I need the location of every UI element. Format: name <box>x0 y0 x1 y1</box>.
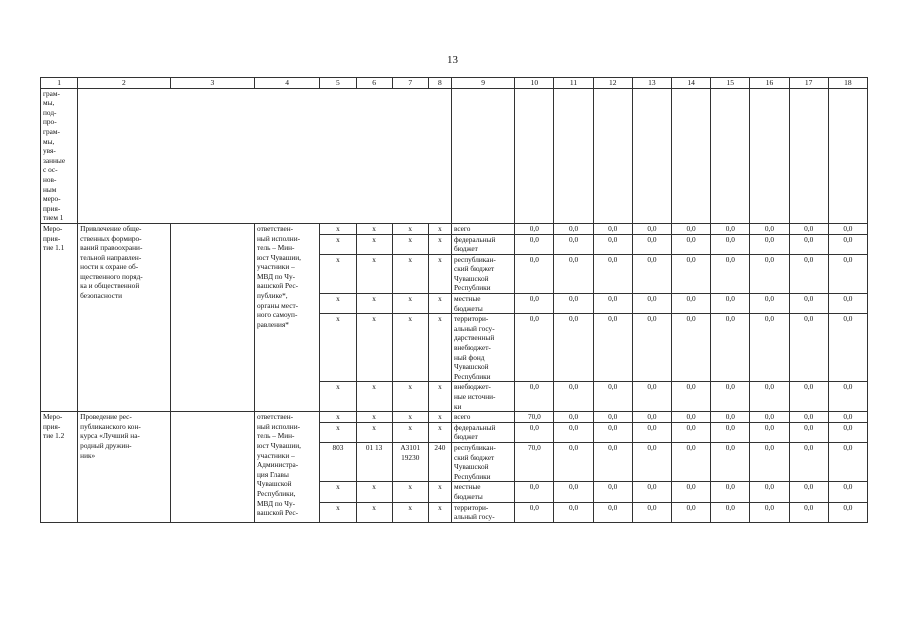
code-grbs: x <box>320 294 356 314</box>
year-value: 0,0 <box>828 422 867 442</box>
year-value: 0,0 <box>789 314 828 382</box>
year-value: 0,0 <box>828 223 867 234</box>
column-number-10: 10 <box>515 78 554 89</box>
column-number-18: 18 <box>828 78 867 89</box>
code-expense-type: x <box>428 234 451 254</box>
measure-description: Проведение рес- публиканского кон- курса «Лучший на- родный дружин- ник» <box>78 412 170 523</box>
year-value: 0,0 <box>515 502 554 522</box>
funding-source: всего <box>451 223 514 234</box>
year-value: 0,0 <box>711 254 750 293</box>
column-number-11: 11 <box>554 78 593 89</box>
column-number-7: 7 <box>392 78 428 89</box>
code-target: x <box>392 482 428 502</box>
year-value: 0,0 <box>554 294 593 314</box>
year-value: 0,0 <box>632 223 671 234</box>
year-value: 0,0 <box>672 234 711 254</box>
column-number-16: 16 <box>750 78 789 89</box>
year-value: 0,0 <box>711 482 750 502</box>
year-value: 0,0 <box>711 442 750 481</box>
funding-source: внебюджет- ные источни- ки <box>451 382 514 412</box>
column-number-2: 2 <box>78 78 170 89</box>
year-value: 0,0 <box>711 234 750 254</box>
year-value: 0,0 <box>789 382 828 412</box>
year-value: 0,0 <box>711 294 750 314</box>
year-value: 70,0 <box>515 442 554 481</box>
year-value: 0,0 <box>554 412 593 423</box>
code-section: x <box>356 502 392 522</box>
continuation-empty <box>632 88 671 223</box>
code-expense-type: x <box>428 422 451 442</box>
year-value: 0,0 <box>789 442 828 481</box>
code-target: x <box>392 422 428 442</box>
code-expense-type: x <box>428 382 451 412</box>
year-value: 0,0 <box>789 422 828 442</box>
year-value: 0,0 <box>828 482 867 502</box>
year-value: 0,0 <box>515 422 554 442</box>
code-grbs: x <box>320 482 356 502</box>
year-value: 0,0 <box>593 223 632 234</box>
year-value: 0,0 <box>593 482 632 502</box>
continuation-row <box>41 88 868 223</box>
year-value: 0,0 <box>515 382 554 412</box>
year-value: 0,0 <box>672 502 711 522</box>
year-value: 0,0 <box>593 412 632 423</box>
year-value: 0,0 <box>828 412 867 423</box>
code-target: x <box>392 502 428 522</box>
column-number-row <box>41 78 868 89</box>
funding-source: территори- альный госу- <box>451 502 514 522</box>
code-section: x <box>356 422 392 442</box>
measure-executors: ответствен- ный исполни- тель – Мин- юст Чувашии, участники – Администра- ция Главы Чувашской Республики, МВД по Чу- вашской Рес- <box>255 412 320 523</box>
continuation-empty <box>515 88 554 223</box>
year-value: 0,0 <box>672 412 711 423</box>
column-number-12: 12 <box>593 78 632 89</box>
column-number-15: 15 <box>711 78 750 89</box>
code-target: x <box>392 223 428 234</box>
continuation-empty <box>593 88 632 223</box>
page-number: 13 <box>447 54 458 66</box>
year-value: 0,0 <box>632 442 671 481</box>
year-value: 0,0 <box>554 442 593 481</box>
year-value: 0,0 <box>828 314 867 382</box>
code-expense-type: x <box>428 482 451 502</box>
year-value: 0,0 <box>672 482 711 502</box>
code-expense-type: x <box>428 314 451 382</box>
continuation-empty <box>711 88 750 223</box>
code-section: x <box>356 412 392 423</box>
year-value: 0,0 <box>672 442 711 481</box>
year-value: 0,0 <box>828 254 867 293</box>
column-number-8: 8 <box>428 78 451 89</box>
code-target: x <box>392 382 428 412</box>
year-value: 0,0 <box>632 234 671 254</box>
year-value: 0,0 <box>632 482 671 502</box>
year-value: 0,0 <box>750 254 789 293</box>
year-value: 70,0 <box>515 412 554 423</box>
year-value: 0,0 <box>554 502 593 522</box>
year-value: 0,0 <box>515 314 554 382</box>
code-section: x <box>356 234 392 254</box>
year-value: 0,0 <box>828 234 867 254</box>
year-value: 0,0 <box>828 294 867 314</box>
measure-executors: ответствен- ный исполни- тель – Мин- юст Чувашии, участники – МВД по Чу- вашской Рес- публике*, органы мест- ного самоуп- равления* <box>255 223 320 411</box>
year-value: 0,0 <box>632 294 671 314</box>
year-value: 0,0 <box>750 234 789 254</box>
year-value: 0,0 <box>750 223 789 234</box>
year-value: 0,0 <box>711 314 750 382</box>
table-row <box>41 223 868 234</box>
year-value: 0,0 <box>515 254 554 293</box>
year-value: 0,0 <box>711 422 750 442</box>
code-target: x <box>392 294 428 314</box>
year-value: 0,0 <box>789 502 828 522</box>
year-value: 0,0 <box>750 422 789 442</box>
code-section: x <box>356 223 392 234</box>
code-grbs: x <box>320 412 356 423</box>
year-value: 0,0 <box>632 502 671 522</box>
year-value: 0,0 <box>789 294 828 314</box>
year-value: 0,0 <box>711 502 750 522</box>
continuation-empty <box>554 88 593 223</box>
year-value: 0,0 <box>593 442 632 481</box>
continuation-label: грам- мы, под- про- грам- мы, увя- занные с ос- нов- ным меро- прия- тием 1 <box>41 88 78 223</box>
code-grbs: x <box>320 234 356 254</box>
year-value: 0,0 <box>593 234 632 254</box>
year-value: 0,0 <box>672 314 711 382</box>
year-value: 0,0 <box>515 482 554 502</box>
year-value: 0,0 <box>789 234 828 254</box>
code-section: x <box>356 482 392 502</box>
column-number-14: 14 <box>672 78 711 89</box>
column-number-4: 4 <box>255 78 320 89</box>
year-value: 0,0 <box>672 382 711 412</box>
code-expense-type: x <box>428 412 451 423</box>
funding-source: местные бюджеты <box>451 482 514 502</box>
column-number-3: 3 <box>170 78 254 89</box>
code-target: x <box>392 314 428 382</box>
code-expense-type: 240 <box>428 442 451 481</box>
code-grbs: x <box>320 223 356 234</box>
year-value: 0,0 <box>554 382 593 412</box>
continuation-empty <box>789 88 828 223</box>
year-value: 0,0 <box>593 314 632 382</box>
code-section: x <box>356 314 392 382</box>
year-value: 0,0 <box>750 314 789 382</box>
year-value: 0,0 <box>789 412 828 423</box>
continuation-empty <box>672 88 711 223</box>
year-value: 0,0 <box>554 314 593 382</box>
measure-name: Меро- прия- тие 1.2 <box>41 412 78 523</box>
year-value: 0,0 <box>750 412 789 423</box>
code-grbs: x <box>320 502 356 522</box>
year-value: 0,0 <box>789 482 828 502</box>
measure-col3 <box>170 412 254 523</box>
year-value: 0,0 <box>632 422 671 442</box>
code-expense-type: x <box>428 223 451 234</box>
year-value: 0,0 <box>672 422 711 442</box>
year-value: 0,0 <box>554 223 593 234</box>
funding-source: местные бюджеты <box>451 294 514 314</box>
code-section: x <box>356 294 392 314</box>
measure-description: Привлечение обще- ственных формиро- ваний правоохрани- тельной направлен- ности к охране об- щественного поряд- ка и общественной безопасности <box>78 223 170 411</box>
code-expense-type: x <box>428 294 451 314</box>
funding-source: республикан- ский бюджет Чувашской Республики <box>451 442 514 481</box>
program-table <box>40 77 868 523</box>
column-number-1: 1 <box>41 78 78 89</box>
year-value: 0,0 <box>711 382 750 412</box>
column-number-5: 5 <box>320 78 356 89</box>
year-value: 0,0 <box>632 382 671 412</box>
funding-source: республикан- ский бюджет Чувашской Республики <box>451 254 514 293</box>
year-value: 0,0 <box>554 482 593 502</box>
year-value: 0,0 <box>554 254 593 293</box>
year-value: 0,0 <box>515 234 554 254</box>
year-value: 0,0 <box>593 422 632 442</box>
table-row <box>41 412 868 423</box>
continuation-empty <box>451 88 514 223</box>
column-number-9: 9 <box>451 78 514 89</box>
year-value: 0,0 <box>750 294 789 314</box>
year-value: 0,0 <box>750 482 789 502</box>
year-value: 0,0 <box>828 442 867 481</box>
year-value: 0,0 <box>593 502 632 522</box>
year-value: 0,0 <box>711 412 750 423</box>
year-value: 0,0 <box>632 254 671 293</box>
code-target: x <box>392 234 428 254</box>
code-target: А3101 19230 <box>392 442 428 481</box>
column-number-6: 6 <box>356 78 392 89</box>
funding-source: федеральный бюджет <box>451 234 514 254</box>
year-value: 0,0 <box>554 234 593 254</box>
measure-col3 <box>170 223 254 411</box>
column-number-17: 17 <box>789 78 828 89</box>
year-value: 0,0 <box>593 254 632 293</box>
year-value: 0,0 <box>632 314 671 382</box>
year-value: 0,0 <box>828 502 867 522</box>
code-target: x <box>392 254 428 293</box>
year-value: 0,0 <box>750 442 789 481</box>
year-value: 0,0 <box>515 294 554 314</box>
year-value: 0,0 <box>672 254 711 293</box>
code-section: 01 13 <box>356 442 392 481</box>
code-grbs: 803 <box>320 442 356 481</box>
code-target: x <box>392 412 428 423</box>
year-value: 0,0 <box>672 223 711 234</box>
year-value: 0,0 <box>750 502 789 522</box>
year-value: 0,0 <box>593 294 632 314</box>
funding-source: федеральный бюджет <box>451 422 514 442</box>
continuation-empty <box>828 88 867 223</box>
year-value: 0,0 <box>593 382 632 412</box>
measure-name: Меро- прия- тие 1.1 <box>41 223 78 411</box>
year-value: 0,0 <box>789 223 828 234</box>
code-grbs: x <box>320 314 356 382</box>
code-expense-type: x <box>428 254 451 293</box>
funding-source: территори- альный госу- дарственный внебюджет- ный фонд Чувашской Республики <box>451 314 514 382</box>
code-grbs: x <box>320 254 356 293</box>
code-grbs: x <box>320 422 356 442</box>
code-expense-type: x <box>428 502 451 522</box>
year-value: 0,0 <box>828 382 867 412</box>
column-number-13: 13 <box>632 78 671 89</box>
code-grbs: x <box>320 382 356 412</box>
funding-source: всего <box>451 412 514 423</box>
year-value: 0,0 <box>554 422 593 442</box>
code-section: x <box>356 254 392 293</box>
year-value: 0,0 <box>632 412 671 423</box>
continuation-empty <box>78 88 452 223</box>
year-value: 0,0 <box>672 294 711 314</box>
code-section: x <box>356 382 392 412</box>
year-value: 0,0 <box>711 223 750 234</box>
year-value: 0,0 <box>789 254 828 293</box>
year-value: 0,0 <box>515 223 554 234</box>
year-value: 0,0 <box>750 382 789 412</box>
continuation-empty <box>750 88 789 223</box>
